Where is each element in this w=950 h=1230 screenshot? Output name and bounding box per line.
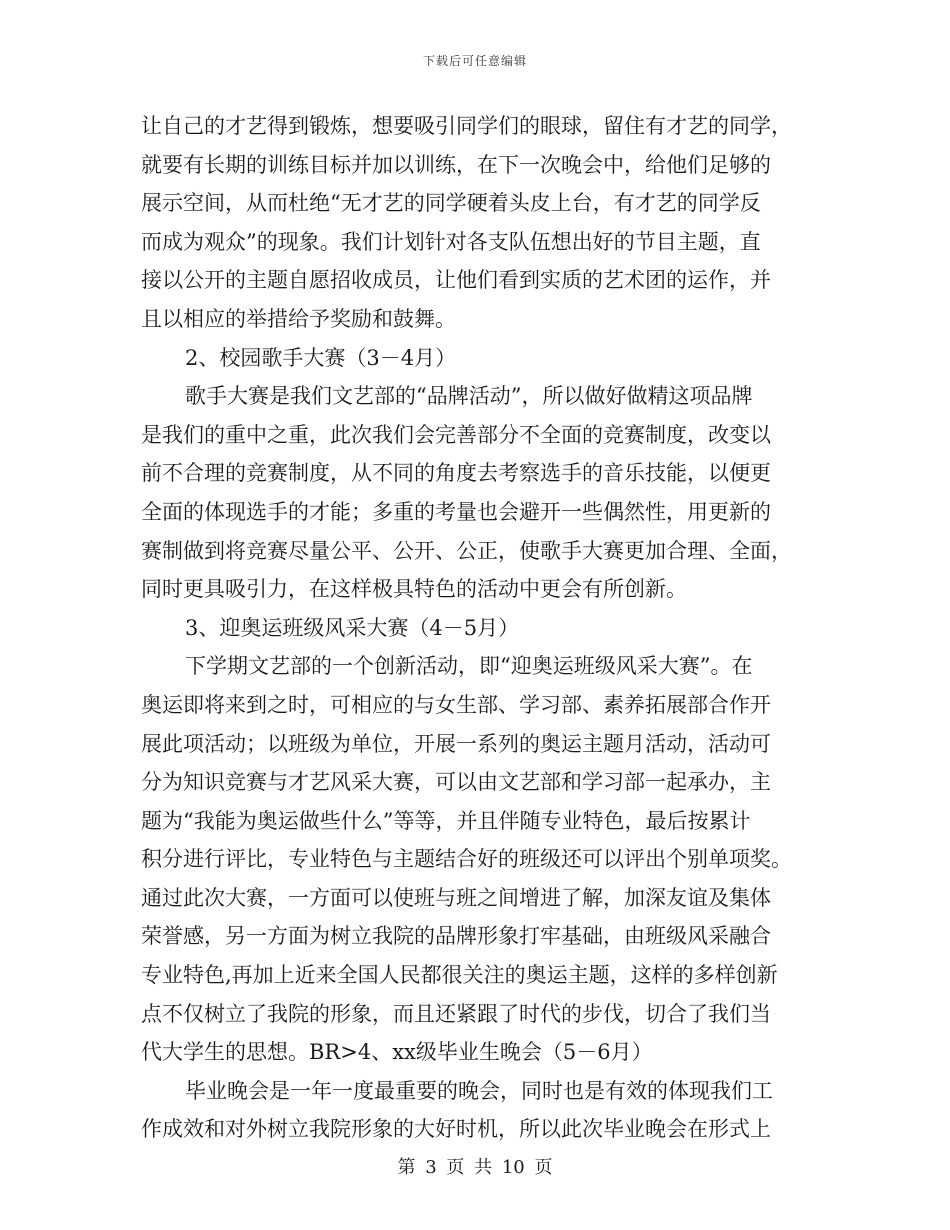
text-line: 下学期文艺部的一个创新活动，即“迎奥运班级风采大赛”。在 <box>185 654 753 679</box>
text-line: 代大学生的思想。BR>4、xx级毕业生晚会（5－6月） <box>141 1040 653 1065</box>
text-line: 赛制做到将竞赛尽量公平、公开、公正，使歌手大赛更加合理、全面， <box>141 538 792 563</box>
text-line: 且以相应的举措给予奖励和鼓舞。 <box>141 306 456 331</box>
text-line: 展此项活动；以班级为单位，开展一系列的奥运主题月活动，活动可 <box>141 731 771 756</box>
text-line: 点不仅树立了我院的形象，而且还紧跟了时代的步伐，切合了我们当 <box>141 1001 771 1026</box>
text-line: 荣誉感，另一方面为树立我院的品牌形象打牢基础，由班级风采融合 <box>141 924 771 949</box>
text-line: 毕业晚会是一年一度最重要的晚会，同时也是有效的体现我们工 <box>185 1078 773 1103</box>
text-line: 接以公开的主题自愿招收成员，让他们看到实质的艺术团的运作，并 <box>141 268 771 293</box>
text-line: 让自己的才艺得到锻炼，想要吸引同学们的眼球，留住有才艺的同学， <box>141 114 792 138</box>
text-line: 积分进行评比，专业特色与主题结合好的班级还可以评出个别单项奖。 <box>141 847 792 872</box>
text-line: 通过此次大赛，一方面可以使班与班之间增进了解，加深友谊及集体 <box>141 885 771 910</box>
text-line: 而成为观众”的现象。我们计划针对各支队伍想出好的节目主题，直 <box>141 229 761 254</box>
text-line: 是我们的重中之重，此次我们会完善部分不全面的竞赛制度，改变以 <box>141 422 771 447</box>
text-line: 专业特色,再加上近来全国人民都很关注的奥运主题，这样的多样创新 <box>141 963 778 988</box>
page-footer: 第 3 页 共 10 页 <box>397 1157 553 1178</box>
text-line: 分为知识竞赛与才艺风采大赛，可以由文艺部和学习部一起承办，主 <box>141 770 771 795</box>
text-line: 展示空间，从而杜绝“无才艺的同学硬着头皮上台，有才艺的同学反 <box>141 191 761 216</box>
text-line: 同时更具吸引力，在这样极具特色的活动中更会有所创新。 <box>141 577 687 602</box>
text-line: 歌手大赛是我们文艺部的“品牌活动”，所以做好做精这项品牌 <box>185 384 753 409</box>
text-line: 前不合理的竞赛制度，从不同的角度去考察选手的音乐技能，以便更 <box>141 461 771 486</box>
text-line: 作成效和对外树立我院形象的大好时机，所以此次毕业晚会在形式上 <box>141 1117 771 1142</box>
text-line: 2、校园歌手大赛（3－4月） <box>185 345 457 370</box>
page-header: 下载后可任意编辑 <box>422 54 527 68</box>
text-line: 就要有长期的训练目标并加以训练，在下一次晚会中，给他们足够的 <box>141 152 771 177</box>
text-line: 奥运即将来到之时，可相应的与女生部、学习部、素养拓展部合作开 <box>141 692 771 717</box>
text-line: 3、迎奥运班级风采大赛（4－5月） <box>185 615 520 640</box>
text-line: 题为“我能为奥运做些什么”等等，并且伴随专业特色，最后按累计 <box>141 808 751 833</box>
document-body <box>141 107 811 1149</box>
text-line: 全面的体现选手的才能；多重的考量也会避开一些偶然性，用更新的 <box>141 499 771 524</box>
